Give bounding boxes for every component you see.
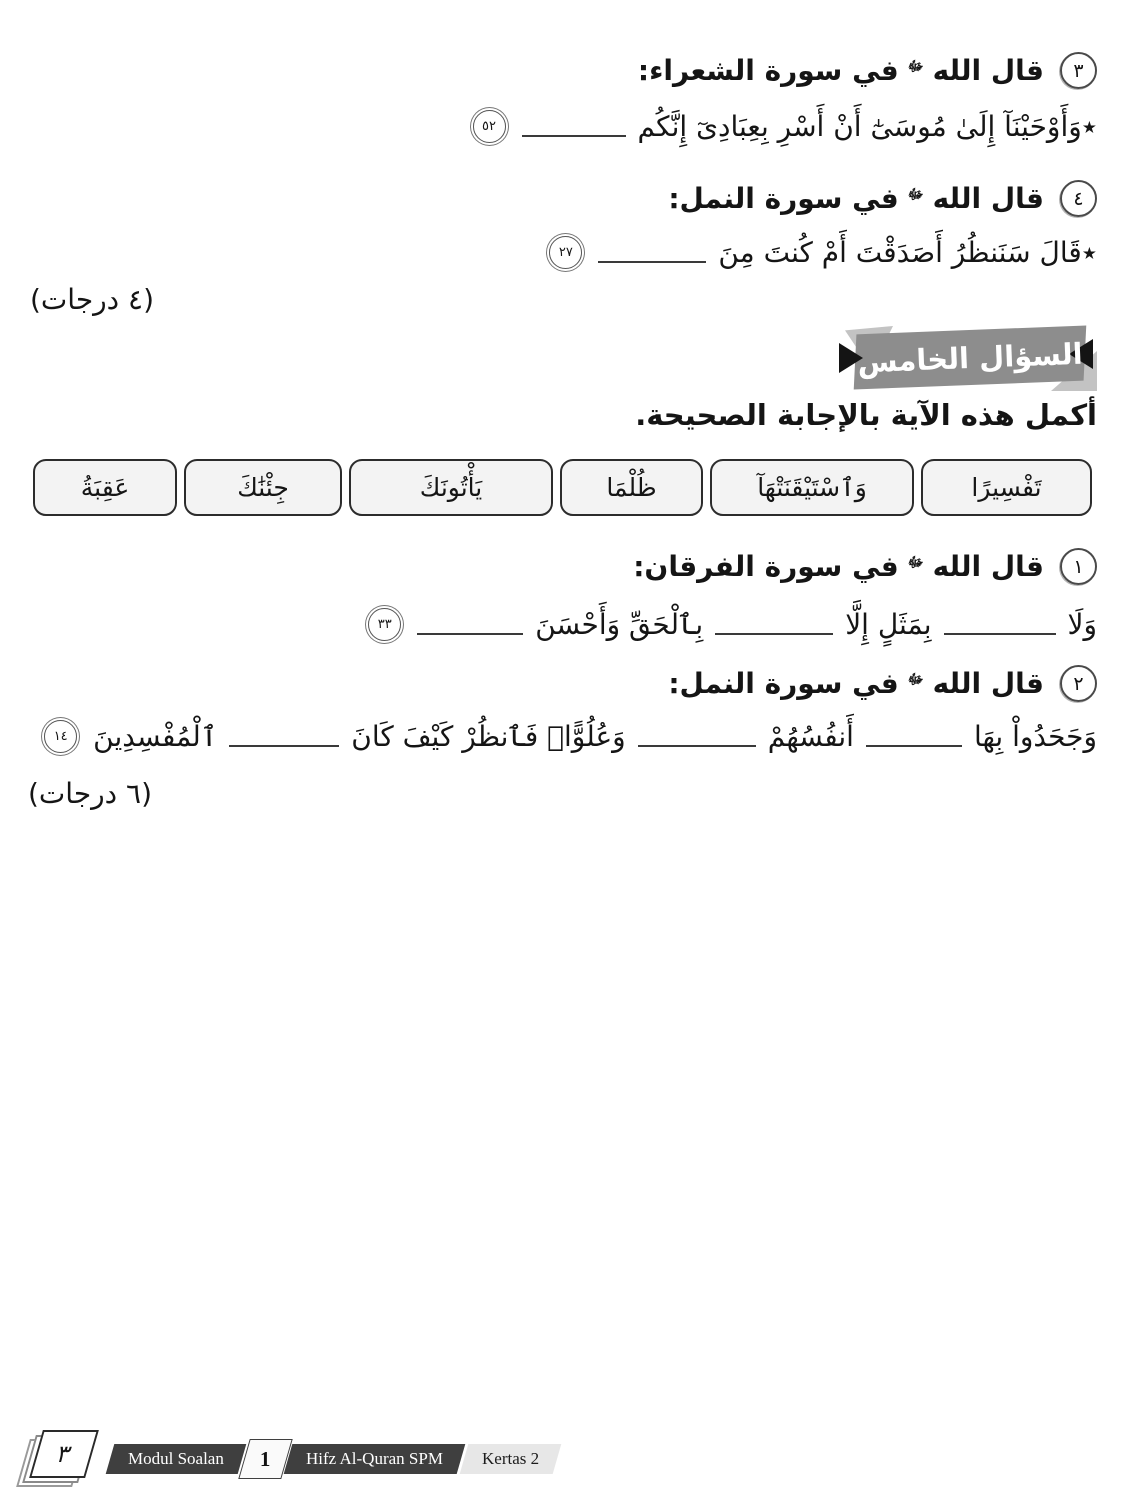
choice-box: وَٱسْتَيْقَنَتْهَآ [710, 459, 914, 516]
answer-blank [715, 631, 833, 635]
question-3-header [638, 52, 1097, 89]
intro-post: في سورة النمل: [668, 667, 899, 700]
answer-choices-row [33, 459, 1092, 516]
answer-blank [417, 631, 523, 635]
intro-pre: قال الله [932, 667, 1044, 700]
answer-blank [229, 743, 339, 747]
choice-box: تَفْسِيرًا [921, 459, 1092, 516]
question-1-header [633, 548, 1097, 585]
footer-segment-volume: 1 [239, 1440, 290, 1478]
intro-pre: قال الله [932, 54, 1044, 87]
verse-segment: ٱلْمُفْسِدِينَ [93, 720, 218, 753]
intro-post: في سورة الشعراء: [637, 54, 899, 87]
verse-segment: بِٱلْحَقِّ وَأَحْسَنَ [535, 608, 704, 641]
intro-post: في سورة الفرقان: [633, 550, 899, 583]
question-4-header [668, 180, 1097, 217]
question-4-number-circle: ٤ [1060, 180, 1097, 217]
verse-segment: وَعُلُوًّاۚ فَٱنظُرْ كَيْفَ كَانَ [351, 720, 626, 753]
question-4-verse [545, 236, 1097, 269]
question-3-intro [638, 54, 1044, 87]
intro-pre: قال الله [932, 182, 1044, 215]
page-number: ٣ [29, 1430, 99, 1478]
choice-box: ظُلْمَا [560, 459, 703, 516]
ayah-number-circle: ٥٢ [473, 110, 506, 143]
answer-blank [638, 743, 756, 747]
answer-blank [522, 133, 626, 137]
verse-text: ٭قَالَ سَنَنظُرُ أَصَدَقْتَ أَمْ كُنتَ مِنَ [718, 236, 1097, 269]
marks-note-6: (٦ درجات) [28, 777, 152, 810]
question-2-header [668, 665, 1097, 702]
question-2-intro [668, 667, 1044, 700]
honorific-icon: ﷻ [907, 58, 924, 75]
question-1-intro [633, 550, 1044, 583]
honorific-icon: ﷻ [907, 186, 924, 203]
section-title: السؤال الخامس [856, 336, 1084, 379]
footer-segment-paper: Kertas 2 [460, 1444, 562, 1474]
question-1-verse [364, 608, 1097, 641]
verse-text: ٭وَأَوْحَيْنَآ إِلَىٰ مُوسَىٰٓ أَنْ أَسْرِ بِعِبَادِىٓ إِنَّكُم [637, 110, 1097, 143]
ayah-number-circle: ٢٧ [549, 236, 582, 269]
footer-segment-subject: Hifz Al-Quran SPM [284, 1444, 466, 1474]
intro-post: في سورة النمل: [668, 182, 899, 215]
answer-blank [598, 259, 706, 263]
instruction-text: أكمل هذه الآية بالإجابة الصحيحة. [635, 398, 1097, 432]
question-2-number-circle: ٢ [1060, 665, 1097, 702]
ayah-number-circle: ١٤ [44, 720, 77, 753]
choice-box: يَأْتُونَكَ [349, 459, 553, 516]
question-3-verse [469, 110, 1098, 143]
footer-segment-module: Modul Soalan [106, 1444, 246, 1474]
honorific-icon: ﷻ [907, 554, 924, 571]
choice-box: جِئْنَٰكَ [184, 459, 342, 516]
answer-blank [944, 631, 1056, 635]
question-4-intro [668, 182, 1044, 215]
question-1-number-circle: ١ [1060, 548, 1097, 585]
honorific-icon: ﷻ [907, 671, 924, 688]
question-2-verse [40, 720, 1097, 753]
section-banner [855, 330, 1085, 385]
verse-segment: وَجَحَدُواْ بِهَا [973, 720, 1097, 753]
intro-pre: قال الله [932, 550, 1044, 583]
verse-segment: بِمَثَلٍ إِلَّا [845, 608, 932, 641]
answer-blank [866, 743, 962, 747]
marks-note-4: (٤ درجات) [30, 283, 154, 316]
footer-bar [110, 1444, 557, 1474]
verse-segment: وَلَا [1067, 608, 1097, 641]
page-number-badge [36, 1430, 92, 1478]
choice-box: عَقِبَةُ [33, 459, 177, 516]
question-3-number-circle: ٣ [1060, 52, 1097, 89]
verse-segment: أَنفُسُهُمْ [767, 720, 854, 753]
ayah-number-circle: ٣٣ [368, 608, 401, 641]
